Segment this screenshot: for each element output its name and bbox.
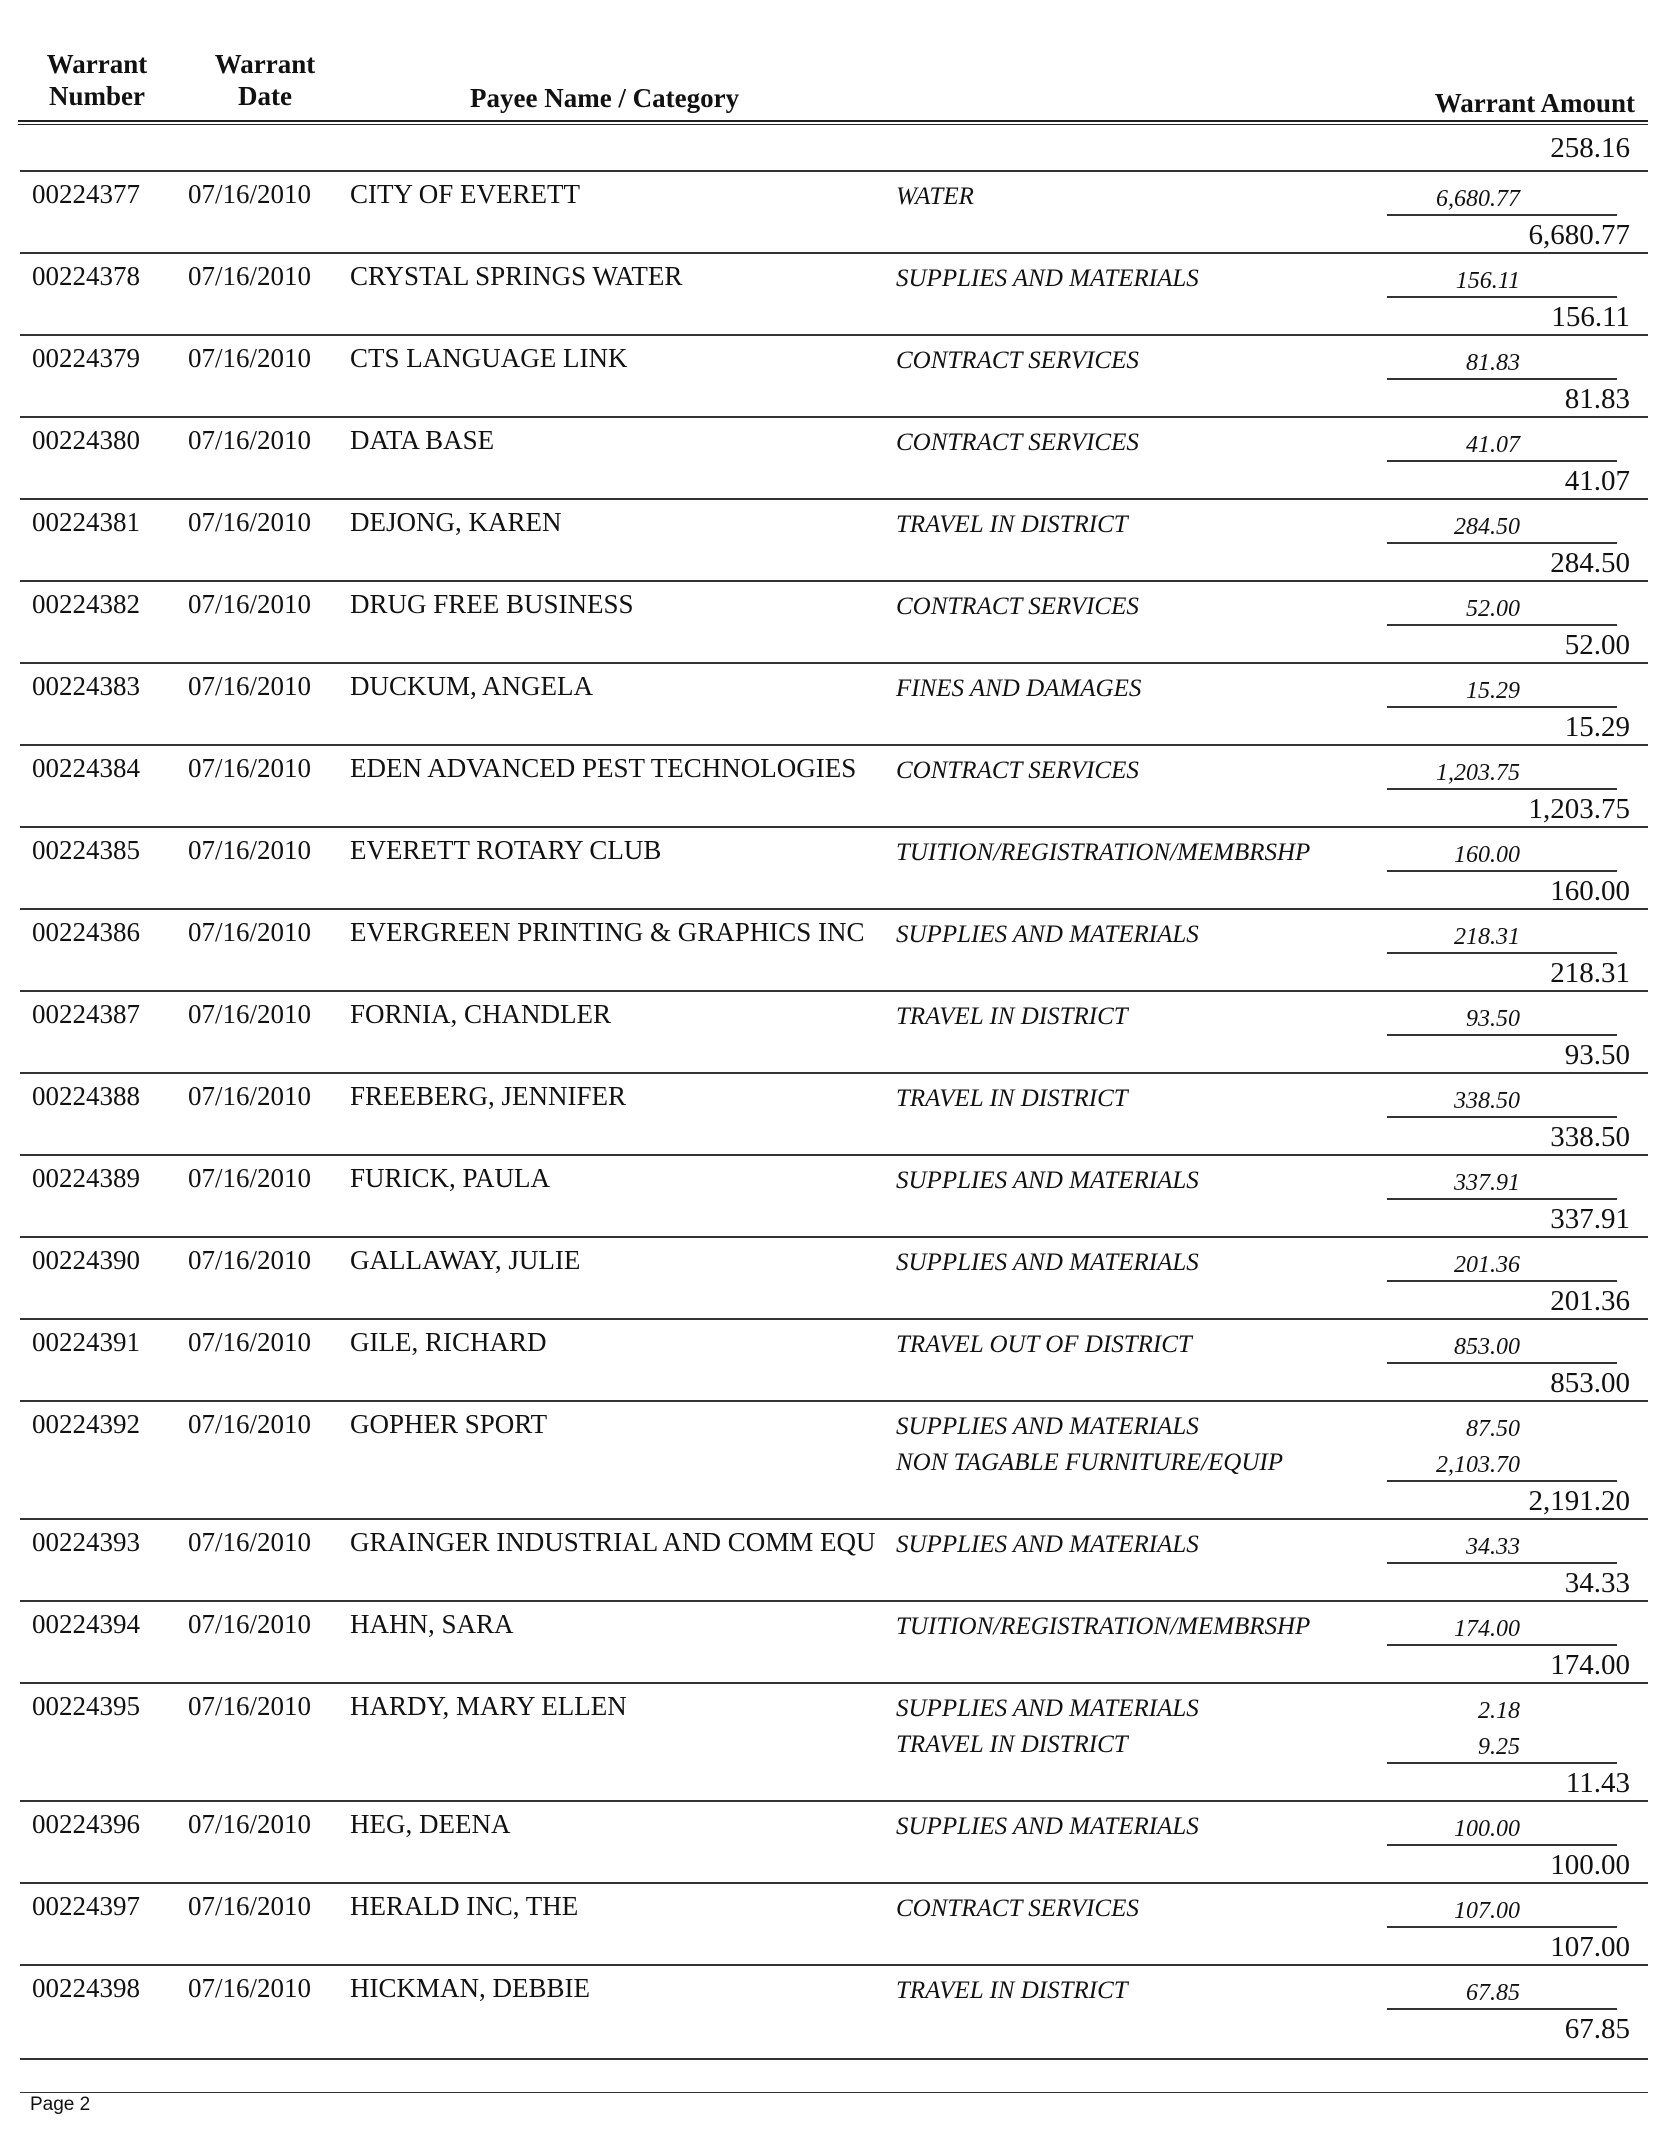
warrant-number: 00224393 [32,1527,140,1557]
subtotal-rule [1387,542,1617,544]
warrant-date: 07/16/2010 [188,1809,312,1839]
footer-rule [20,2058,1648,2060]
subtotal-rule [1387,2008,1617,2010]
warrant-number: 00224382 [32,589,140,619]
category-label: TRAVEL IN DISTRICT [896,1085,1128,1112]
line-amount: 853.00 [1454,1334,1520,1360]
category-label: WATER [896,183,974,210]
warrant-date: 07/16/2010 [188,999,312,1029]
line-amount: 201.36 [1454,1252,1520,1278]
warrant-number: 00224391 [32,1327,140,1357]
row-separator [20,252,1648,254]
payee-name: CRYSTAL SPRINGS WATER [350,261,683,291]
warrant-total: 11.43 [1565,1767,1630,1799]
row-separator [20,1518,1648,1520]
category-label: CONTRACT SERVICES [896,593,1139,620]
payee-name: DATA BASE [350,425,495,455]
line-amount: 107.00 [1454,1898,1520,1924]
line-amount: 6,680.77 [1436,186,1520,212]
warrant-date: 07/16/2010 [188,1409,312,1439]
line-amount: 337.91 [1454,1170,1520,1196]
warrant-number: 00224385 [32,835,140,865]
category-label: TRAVEL IN DISTRICT [896,1731,1128,1758]
warrant-number: 00224397 [32,1891,140,1921]
warrant-number: 00224381 [32,507,140,537]
column-header-amount: Warrant Amount [1434,88,1635,118]
row-separator [20,1154,1648,1156]
warrant-date: 07/16/2010 [188,343,312,373]
row-separator [20,744,1648,746]
row-separator [20,170,1648,172]
warrant-date: 07/16/2010 [188,261,312,291]
warrant-total: 100.00 [1550,1849,1630,1881]
row-separator [20,1800,1648,1802]
subtotal-rule [1387,952,1617,954]
warrant-date: 07/16/2010 [188,835,312,865]
warrant-date: 07/16/2010 [188,507,312,537]
subtotal-rule [1387,788,1617,790]
column-header-payee: Payee Name / Category [470,83,740,113]
line-amount: 81.83 [1466,350,1520,376]
category-label: SUPPLIES AND MATERIALS [896,265,1199,292]
subtotal-rule [1387,460,1617,462]
subtotal-rule [1387,1480,1617,1482]
warrant-total: 156.11 [1551,301,1630,333]
row-separator [20,334,1648,336]
payee-name: FURICK, PAULA [350,1163,551,1193]
column-header-warrant-number: Warrant Number [46,49,148,111]
warrant-total: 15.29 [1564,711,1630,743]
row-separator [20,1318,1648,1320]
line-amount: 67.85 [1466,1980,1520,2006]
warrant-total: 218.31 [1550,957,1630,989]
category-label: CONTRACT SERVICES [896,1895,1139,1922]
warrant-total: 107.00 [1550,1931,1630,1963]
payee-name: DUCKUM, ANGELA [350,671,593,701]
subtotal-rule [1387,1034,1617,1036]
warrant-number: 00224395 [32,1691,140,1721]
warrant-number: 00224387 [32,999,140,1029]
category-label: TUITION/REGISTRATION/MEMBRSHP [896,1613,1311,1640]
line-amount: 41.07 [1466,432,1520,458]
category-label: SUPPLIES AND MATERIALS [896,1813,1199,1840]
warrant-date: 07/16/2010 [188,1081,312,1111]
warrant-date: 07/16/2010 [188,1245,312,1275]
warrant-number: 00224390 [32,1245,140,1275]
payee-name: HERALD INC, THE [350,1891,579,1921]
subtotal-rule [1387,1562,1617,1564]
subtotal-rule [1387,1362,1617,1364]
warrant-date: 07/16/2010 [188,1327,312,1357]
line-amount: 15.29 [1466,678,1520,704]
subtotal-rule [1387,214,1617,216]
line-amount: 9.25 [1478,1734,1520,1760]
subtotal-rule [1387,378,1617,380]
line-amount: 100.00 [1454,1816,1520,1842]
warrant-number: 00224378 [32,261,140,291]
warrant-total: 6,680.77 [1528,219,1630,251]
payee-name: GOPHER SPORT [350,1409,548,1439]
row-separator [20,662,1648,664]
warrant-date: 07/16/2010 [188,753,312,783]
warrant-date: 07/16/2010 [188,1973,312,2003]
row-separator [20,1600,1648,1602]
warrant-date: 07/16/2010 [188,671,312,701]
subtotal-rule [1387,1844,1617,1846]
category-label: FINES AND DAMAGES [896,675,1142,702]
subtotal-rule [1387,1198,1617,1200]
carryover-total: 258.16 [1550,132,1630,164]
line-amount: 338.50 [1454,1088,1520,1114]
line-amount: 52.00 [1466,596,1520,622]
category-label: CONTRACT SERVICES [896,347,1139,374]
subtotal-rule [1387,706,1617,708]
warrant-total: 1,203.75 [1528,793,1630,825]
row-separator [20,1964,1648,1966]
line-amount: 174.00 [1454,1616,1520,1642]
warrant-number: 00224394 [32,1609,140,1639]
warrant-number: 00224379 [32,343,140,373]
row-separator [20,580,1648,582]
payee-name: FREEBERG, JENNIFER [350,1081,627,1111]
warrant-total: 67.85 [1564,2013,1630,2045]
payee-name: HICKMAN, DEBBIE [350,1973,590,2003]
payee-name: HEG, DEENA [350,1809,511,1839]
payee-name: CTS LANGUAGE LINK [350,343,628,373]
row-separator [20,498,1648,500]
category-label: CONTRACT SERVICES [896,429,1139,456]
row-separator [20,1236,1648,1238]
subtotal-rule [1387,1280,1617,1282]
line-amount: 218.31 [1454,924,1520,950]
payee-name: EVERETT ROTARY CLUB [350,835,662,865]
warrant-number: 00224380 [32,425,140,455]
payee-name: GALLAWAY, JULIE [350,1245,581,1275]
payee-name: DEJONG, KAREN [350,507,562,537]
warrant-date: 07/16/2010 [188,425,312,455]
warrant-date: 07/16/2010 [188,1527,312,1557]
warrant-number: 00224392 [32,1409,140,1439]
warrant-number: 00224396 [32,1809,140,1839]
warrant-date: 07/16/2010 [188,179,312,209]
warrant-total: 2,191.20 [1528,1485,1630,1517]
warrant-number: 00224383 [32,671,140,701]
subtotal-rule [1387,870,1617,872]
payee-name: EVERGREEN PRINTING & GRAPHICS INC [350,917,865,947]
column-header-warrant-date: Warrant Date [214,49,316,111]
payee-name: GILE, RICHARD [350,1327,547,1357]
warrant-date: 07/16/2010 [188,1609,312,1639]
payee-name: GRAINGER INDUSTRIAL AND COMM EQU [350,1527,876,1557]
warrant-total: 284.50 [1550,547,1630,579]
category-label: NON TAGABLE FURNITURE/EQUIP [896,1449,1284,1476]
line-amount: 34.33 [1466,1534,1520,1560]
payee-name: HARDY, MARY ELLEN [350,1691,627,1721]
category-label: TUITION/REGISTRATION/MEMBRSHP [896,839,1311,866]
warrant-date: 07/16/2010 [188,1891,312,1921]
warrant-total: 201.36 [1550,1285,1630,1317]
line-amount: 87.50 [1466,1416,1520,1442]
payee-name: HAHN, SARA [350,1609,514,1639]
payee-name: EDEN ADVANCED PEST TECHNOLOGIES [350,753,857,783]
warrant-number: 00224384 [32,753,140,783]
row-separator [20,1072,1648,1074]
warrant-total: 337.91 [1550,1203,1630,1235]
warrant-total: 853.00 [1550,1367,1630,1399]
subtotal-rule [1387,1926,1617,1928]
warrant-date: 07/16/2010 [188,917,312,947]
warrant-number: 00224377 [32,179,140,209]
line-amount: 2.18 [1478,1698,1520,1724]
payee-name: CITY OF EVERETT [350,179,580,209]
warrant-total: 41.07 [1564,465,1630,497]
category-label: SUPPLIES AND MATERIALS [896,1413,1199,1440]
warrant-date: 07/16/2010 [188,589,312,619]
row-separator [20,990,1648,992]
line-amount: 156.11 [1455,268,1520,294]
subtotal-rule [1387,624,1617,626]
warrant-date: 07/16/2010 [188,1163,312,1193]
category-label: TRAVEL IN DISTRICT [896,511,1128,538]
subtotal-rule [1387,296,1617,298]
warrant-date: 07/16/2010 [188,1691,312,1721]
category-label: TRAVEL OUT OF DISTRICT [896,1331,1192,1358]
warrant-total: 34.33 [1564,1567,1630,1599]
warrant-total: 174.00 [1550,1649,1630,1681]
payee-name: DRUG FREE BUSINESS [350,589,634,619]
category-label: SUPPLIES AND MATERIALS [896,921,1199,948]
line-amount: 284.50 [1454,514,1520,540]
subtotal-rule [1387,1762,1617,1764]
category-label: CONTRACT SERVICES [896,757,1139,784]
row-separator [20,1400,1648,1402]
warrant-number: 00224388 [32,1081,140,1111]
warrant-total: 338.50 [1550,1121,1630,1153]
warrant-total: 81.83 [1564,383,1630,415]
category-label: TRAVEL IN DISTRICT [896,1977,1128,2004]
line-amount: 160.00 [1454,842,1520,868]
row-separator [20,908,1648,910]
line-amount: 93.50 [1466,1006,1520,1032]
page-number: Page 2 [30,2094,91,2115]
row-separator [20,826,1648,828]
category-label: SUPPLIES AND MATERIALS [896,1167,1199,1194]
line-amount: 1,203.75 [1436,760,1520,786]
warrant-number: 00224398 [32,1973,140,2003]
category-label: SUPPLIES AND MATERIALS [896,1531,1199,1558]
warrant-total: 93.50 [1564,1039,1630,1071]
payee-name: FORNIA, CHANDLER [350,999,612,1029]
footer-rule-bottom [20,2092,1648,2093]
row-separator [20,1882,1648,1884]
category-label: SUPPLIES AND MATERIALS [896,1695,1199,1722]
category-label: SUPPLIES AND MATERIALS [896,1249,1199,1276]
line-amount: 2,103.70 [1436,1452,1520,1478]
warrant-total: 160.00 [1550,875,1630,907]
subtotal-rule [1387,1116,1617,1118]
category-label: TRAVEL IN DISTRICT [896,1003,1128,1030]
warrant-number: 00224389 [32,1163,140,1193]
subtotal-rule [1387,1644,1617,1646]
warrant-total: 52.00 [1564,629,1630,661]
warrant-number: 00224386 [32,917,140,947]
row-separator [20,1682,1648,1684]
row-separator [20,416,1648,418]
